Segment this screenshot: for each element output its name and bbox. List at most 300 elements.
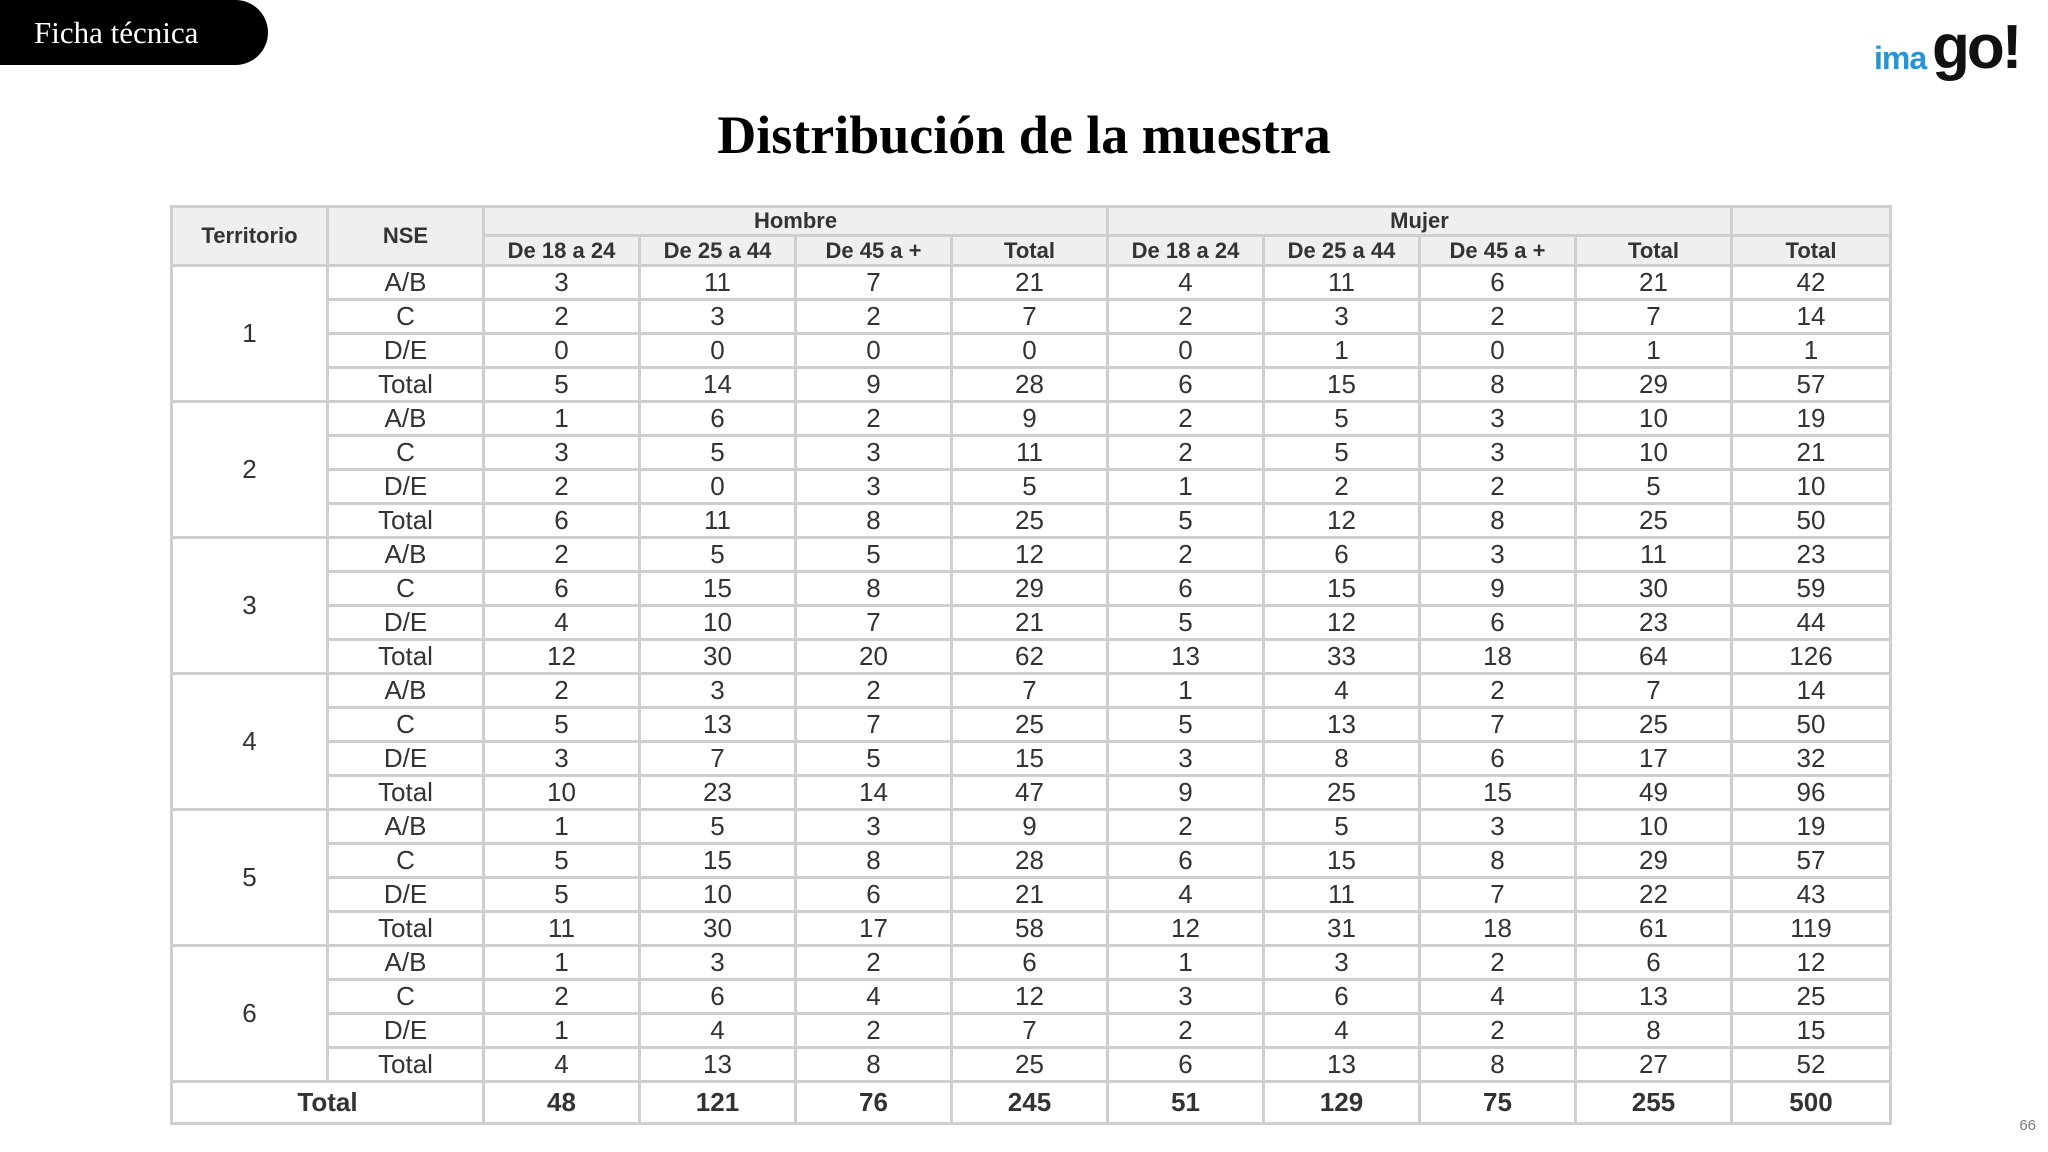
table-cell: 30: [1576, 572, 1732, 606]
nse-cell: A/B: [328, 946, 484, 980]
table-cell: 1: [1732, 334, 1891, 368]
table-row: [172, 674, 1891, 708]
nse-cell: A/B: [328, 538, 484, 572]
table-cell: 13: [640, 708, 796, 742]
table-cell: 7: [1576, 300, 1732, 334]
table-row: [172, 844, 1891, 878]
table-cell: 2: [484, 470, 640, 504]
table-cell: 3: [1108, 980, 1264, 1014]
table-cell: 6: [1108, 1048, 1264, 1082]
table-cell: 2: [484, 674, 640, 708]
table-cell: 2: [1420, 946, 1576, 980]
table-cell: 7: [1420, 878, 1576, 912]
table-cell: 8: [1420, 368, 1576, 402]
nse-cell: Total: [328, 504, 484, 538]
table-cell: 1: [1264, 334, 1420, 368]
total-row-label: Total: [172, 1082, 484, 1124]
table-cell: 20: [796, 640, 952, 674]
table-cell: 43: [1732, 878, 1891, 912]
table-cell: 23: [1576, 606, 1732, 640]
table-cell: 12: [952, 538, 1108, 572]
table-cell: 9: [952, 402, 1108, 436]
table-cell: 0: [952, 334, 1108, 368]
header-hombre-25-44: De 25 a 44: [640, 236, 796, 266]
table-cell: 8: [796, 504, 952, 538]
table-cell: 2: [1420, 470, 1576, 504]
table-cell: 2: [484, 300, 640, 334]
table-cell: 62: [952, 640, 1108, 674]
table-cell: 0: [1420, 334, 1576, 368]
header-group-blank: [1732, 207, 1891, 236]
table-row: [172, 334, 1891, 368]
header-nse: NSE: [328, 207, 484, 266]
sample-distribution-table: [170, 205, 1892, 1125]
table-cell: 0: [1108, 334, 1264, 368]
table-cell: 25: [1732, 980, 1891, 1014]
table-cell: 17: [796, 912, 952, 946]
table-cell: 22: [1576, 878, 1732, 912]
table-cell: 14: [1732, 674, 1891, 708]
table-cell: 8: [1420, 844, 1576, 878]
table-cell: 2: [796, 402, 952, 436]
territory-cell: 3: [172, 538, 328, 674]
header-mujer-45-plus: De 45 a +: [1420, 236, 1576, 266]
table-cell: 5: [1264, 402, 1420, 436]
table-cell: 5: [484, 368, 640, 402]
table-cell: 11: [1264, 878, 1420, 912]
table-cell: 44: [1732, 606, 1891, 640]
table-cell: 1: [1108, 674, 1264, 708]
table-cell: 3: [1264, 946, 1420, 980]
nse-cell: C: [328, 572, 484, 606]
table-cell: 11: [1264, 266, 1420, 300]
table-cell: 7: [796, 606, 952, 640]
table-cell: 0: [640, 470, 796, 504]
table-cell: 5: [1576, 470, 1732, 504]
logo-text-go: go!: [1932, 13, 2020, 82]
table-cell: 75: [1420, 1082, 1576, 1124]
table-cell: 5: [1108, 504, 1264, 538]
table-cell: 3: [1420, 538, 1576, 572]
table-cell: 5: [484, 878, 640, 912]
table-cell: 7: [1576, 674, 1732, 708]
table-cell: 8: [796, 844, 952, 878]
table-cell: 11: [1576, 538, 1732, 572]
table-cell: 1: [484, 810, 640, 844]
table-cell: 32: [1732, 742, 1891, 776]
table-cell: 6: [1420, 606, 1576, 640]
table-cell: 1: [484, 946, 640, 980]
table-cell: 7: [952, 300, 1108, 334]
table-cell: 3: [1264, 300, 1420, 334]
nse-cell: Total: [328, 640, 484, 674]
table-cell: 3: [1420, 810, 1576, 844]
table-cell: 119: [1732, 912, 1891, 946]
table-row: [172, 266, 1891, 300]
table-cell: 1: [1108, 946, 1264, 980]
table-cell: 4: [1264, 674, 1420, 708]
table-cell: 5: [640, 436, 796, 470]
nse-cell: Total: [328, 776, 484, 810]
table-cell: 58: [952, 912, 1108, 946]
table-cell: 17: [1576, 742, 1732, 776]
table-cell: 21: [952, 878, 1108, 912]
header-group-mujer: Mujer: [1108, 207, 1732, 236]
table-cell: 21: [952, 266, 1108, 300]
table-cell: 23: [1732, 538, 1891, 572]
table-cell: 5: [1108, 708, 1264, 742]
table-cell: 3: [1108, 742, 1264, 776]
header-mujer-25-44: De 25 a 44: [1264, 236, 1420, 266]
table-cell: 52: [1732, 1048, 1891, 1082]
nse-cell: D/E: [328, 878, 484, 912]
table-row: [172, 368, 1891, 402]
table-cell: 1: [1108, 470, 1264, 504]
header-mujer-total: Total: [1576, 236, 1732, 266]
imago-logo: [1870, 12, 2020, 82]
table-row: [172, 742, 1891, 776]
table-row: [172, 572, 1891, 606]
table-cell: 18: [1420, 912, 1576, 946]
table-cell: 21: [1576, 266, 1732, 300]
table-cell: 10: [484, 776, 640, 810]
table-cell: 15: [1732, 1014, 1891, 1048]
nse-cell: C: [328, 844, 484, 878]
table-cell: 2: [1108, 300, 1264, 334]
table-cell: 15: [1264, 572, 1420, 606]
nse-cell: C: [328, 436, 484, 470]
table-row: [172, 606, 1891, 640]
table-cell: 4: [796, 980, 952, 1014]
table-cell: 4: [1420, 980, 1576, 1014]
table-cell: 6: [1420, 742, 1576, 776]
table-cell: 3: [484, 742, 640, 776]
nse-cell: D/E: [328, 606, 484, 640]
table-cell: 2: [1108, 810, 1264, 844]
nse-cell: A/B: [328, 810, 484, 844]
table-cell: 18: [1420, 640, 1576, 674]
table-cell: 13: [640, 1048, 796, 1082]
nse-cell: D/E: [328, 1014, 484, 1048]
territory-cell: 4: [172, 674, 328, 810]
table-cell: 50: [1732, 708, 1891, 742]
table-cell: 9: [952, 810, 1108, 844]
table-cell: 10: [1576, 402, 1732, 436]
table-cell: 5: [1108, 606, 1264, 640]
table-row: [172, 402, 1891, 436]
table-cell: 2: [1108, 1014, 1264, 1048]
table-cell: 11: [640, 266, 796, 300]
table-cell: 13: [1576, 980, 1732, 1014]
table-cell: 3: [796, 810, 952, 844]
nse-cell: D/E: [328, 470, 484, 504]
table-cell: 8: [1264, 742, 1420, 776]
table-cell: 500: [1732, 1082, 1891, 1124]
table-cell: 7: [796, 266, 952, 300]
nse-cell: C: [328, 980, 484, 1014]
table-row: [172, 912, 1891, 946]
table-cell: 28: [952, 844, 1108, 878]
table-cell: 2: [1420, 300, 1576, 334]
table-cell: 10: [1576, 810, 1732, 844]
table-cell: 11: [952, 436, 1108, 470]
table-cell: 6: [1108, 844, 1264, 878]
nse-cell: A/B: [328, 266, 484, 300]
table-cell: 25: [952, 1048, 1108, 1082]
table-cell: 6: [1108, 572, 1264, 606]
table-cell: 126: [1732, 640, 1891, 674]
table-cell: 15: [1264, 368, 1420, 402]
nse-cell: D/E: [328, 742, 484, 776]
table-cell: 3: [796, 470, 952, 504]
page-title: Distribución de la muestra: [717, 105, 1331, 165]
table-cell: 96: [1732, 776, 1891, 810]
table-cell: 6: [1108, 368, 1264, 402]
header-territorio: Territorio: [172, 207, 328, 266]
table-cell: 6: [1264, 980, 1420, 1014]
nse-cell: A/B: [328, 402, 484, 436]
table-cell: 19: [1732, 810, 1891, 844]
table-cell: 12: [952, 980, 1108, 1014]
table-cell: 21: [1732, 436, 1891, 470]
table-cell: 14: [640, 368, 796, 402]
table-cell: 2: [1108, 436, 1264, 470]
table-cell: 3: [1420, 402, 1576, 436]
table-cell: 4: [1108, 266, 1264, 300]
table-cell: 121: [640, 1082, 796, 1124]
table-cell: 9: [1420, 572, 1576, 606]
table-cell: 8: [796, 572, 952, 606]
table-cell: 7: [1420, 708, 1576, 742]
table-cell: 30: [640, 640, 796, 674]
table-cell: 12: [1732, 946, 1891, 980]
table-cell: 30: [640, 912, 796, 946]
table-cell: 6: [796, 878, 952, 912]
nse-cell: D/E: [328, 334, 484, 368]
nse-cell: Total: [328, 912, 484, 946]
table-cell: 5: [484, 844, 640, 878]
table-cell: 5: [640, 538, 796, 572]
table-cell: 3: [640, 946, 796, 980]
table-row: [172, 640, 1891, 674]
table-cell: 9: [1108, 776, 1264, 810]
table-cell: 29: [1576, 844, 1732, 878]
table-row: [172, 538, 1891, 572]
table-cell: 6: [484, 572, 640, 606]
nse-cell: C: [328, 300, 484, 334]
table-cell: 6: [640, 402, 796, 436]
table-cell: 1: [1576, 334, 1732, 368]
table-cell: 15: [640, 572, 796, 606]
table-cell: 12: [484, 640, 640, 674]
nse-cell: A/B: [328, 674, 484, 708]
table-row: [172, 470, 1891, 504]
table-cell: 2: [796, 946, 952, 980]
table-cell: 2: [796, 674, 952, 708]
table-cell: 59: [1732, 572, 1891, 606]
table-cell: 25: [1576, 708, 1732, 742]
table-cell: 42: [1732, 266, 1891, 300]
table-cell: 13: [1264, 1048, 1420, 1082]
table-cell: 19: [1732, 402, 1891, 436]
table-cell: 11: [484, 912, 640, 946]
table-cell: 28: [952, 368, 1108, 402]
header-grand-total: Total: [1732, 236, 1891, 266]
table-cell: 51: [1108, 1082, 1264, 1124]
table-cell: 255: [1576, 1082, 1732, 1124]
table-cell: 2: [1420, 674, 1576, 708]
table-row: [172, 1014, 1891, 1048]
table-cell: 23: [640, 776, 796, 810]
table-cell: 10: [1732, 470, 1891, 504]
table-cell: 12: [1108, 912, 1264, 946]
table-row: [172, 776, 1891, 810]
table-cell: 15: [1264, 844, 1420, 878]
table-cell: 25: [1264, 776, 1420, 810]
header-hombre-18-24: De 18 a 24: [484, 236, 640, 266]
table-cell: 5: [484, 708, 640, 742]
table-row: [172, 436, 1891, 470]
table-cell: 21: [952, 606, 1108, 640]
nse-cell: Total: [328, 1048, 484, 1082]
table-cell: 129: [1264, 1082, 1420, 1124]
table-cell: 9: [796, 368, 952, 402]
table-cell: 25: [1576, 504, 1732, 538]
table-cell: 3: [484, 436, 640, 470]
table-cell: 61: [1576, 912, 1732, 946]
table-cell: 15: [952, 742, 1108, 776]
table-cell: 13: [1264, 708, 1420, 742]
table-cell: 6: [1420, 266, 1576, 300]
table-row: [172, 878, 1891, 912]
table-cell: 13: [1108, 640, 1264, 674]
table-cell: 6: [952, 946, 1108, 980]
table-cell: 57: [1732, 368, 1891, 402]
table-cell: 29: [1576, 368, 1732, 402]
table-cell: 7: [640, 742, 796, 776]
table-cell: 5: [796, 538, 952, 572]
territory-cell: 1: [172, 266, 328, 402]
table-row: [172, 1048, 1891, 1082]
table-cell: 7: [796, 708, 952, 742]
table-cell: 5: [952, 470, 1108, 504]
table-cell: 33: [1264, 640, 1420, 674]
page-number: 66: [2019, 1117, 2036, 1134]
table-cell: 8: [1420, 1048, 1576, 1082]
logo-text-ima: ima: [1874, 40, 1927, 76]
table-cell: 4: [484, 606, 640, 640]
table-row: [172, 946, 1891, 980]
table-cell: 57: [1732, 844, 1891, 878]
table-cell: 2: [1420, 1014, 1576, 1048]
table-row: [172, 810, 1891, 844]
table-cell: 48: [484, 1082, 640, 1124]
table-cell: 7: [952, 674, 1108, 708]
table-cell: 4: [484, 1048, 640, 1082]
table-cell: 2: [1264, 470, 1420, 504]
table-cell: 0: [640, 334, 796, 368]
table-cell: 0: [796, 334, 952, 368]
table-cell: 12: [1264, 504, 1420, 538]
table-cell: 4: [1264, 1014, 1420, 1048]
table-cell: 27: [1576, 1048, 1732, 1082]
table-cell: 29: [952, 572, 1108, 606]
header-hombre-total: Total: [952, 236, 1108, 266]
table-cell: 47: [952, 776, 1108, 810]
table-cell: 5: [1264, 436, 1420, 470]
table-cell: 6: [1576, 946, 1732, 980]
table-cell: 31: [1264, 912, 1420, 946]
table-cell: 8: [1420, 504, 1576, 538]
table-cell: 14: [1732, 300, 1891, 334]
table-cell: 50: [1732, 504, 1891, 538]
table-cell: 4: [1108, 878, 1264, 912]
table-cell: 6: [640, 980, 796, 1014]
table-cell: 1: [484, 1014, 640, 1048]
table-cell: 2: [1108, 402, 1264, 436]
table-cell: 10: [640, 606, 796, 640]
territory-cell: 6: [172, 946, 328, 1082]
header-hombre-45-plus: De 45 a +: [796, 236, 952, 266]
nse-cell: Total: [328, 368, 484, 402]
table-cell: 245: [952, 1082, 1108, 1124]
section-tag: Ficha técnica: [0, 0, 268, 65]
table-cell: 6: [1264, 538, 1420, 572]
table-cell: 8: [796, 1048, 952, 1082]
table-cell: 8: [1576, 1014, 1732, 1048]
table-cell: 15: [1420, 776, 1576, 810]
table-cell: 25: [952, 708, 1108, 742]
table-cell: 4: [640, 1014, 796, 1048]
table-cell: 5: [640, 810, 796, 844]
table-cell: 11: [640, 504, 796, 538]
table-cell: 6: [484, 504, 640, 538]
table-cell: 14: [796, 776, 952, 810]
table-cell: 1: [484, 402, 640, 436]
header-mujer-18-24: De 18 a 24: [1108, 236, 1264, 266]
table-cell: 5: [1264, 810, 1420, 844]
table-cell: 49: [1576, 776, 1732, 810]
table-row: [172, 980, 1891, 1014]
table-cell: 3: [1420, 436, 1576, 470]
table-cell: 64: [1576, 640, 1732, 674]
table-cell: 3: [796, 436, 952, 470]
table-cell: 2: [484, 538, 640, 572]
table-row: [172, 300, 1891, 334]
territory-cell: 2: [172, 402, 328, 538]
table-cell: 12: [1264, 606, 1420, 640]
table-row: [172, 708, 1891, 742]
header-group-hombre: Hombre: [484, 207, 1108, 236]
table-cell: 0: [484, 334, 640, 368]
table-cell: 7: [952, 1014, 1108, 1048]
table-cell: 15: [640, 844, 796, 878]
table-cell: 3: [640, 300, 796, 334]
table-cell: 3: [484, 266, 640, 300]
table-cell: 2: [1108, 538, 1264, 572]
table-cell: 3: [640, 674, 796, 708]
table-cell: 25: [952, 504, 1108, 538]
table-cell: 5: [796, 742, 952, 776]
table-cell: 2: [796, 300, 952, 334]
table-cell: 76: [796, 1082, 952, 1124]
grand-total-row: [172, 1082, 1891, 1124]
table-cell: 2: [484, 980, 640, 1014]
table-cell: 2: [796, 1014, 952, 1048]
table-cell: 10: [640, 878, 796, 912]
territory-cell: 5: [172, 810, 328, 946]
table-cell: 10: [1576, 436, 1732, 470]
